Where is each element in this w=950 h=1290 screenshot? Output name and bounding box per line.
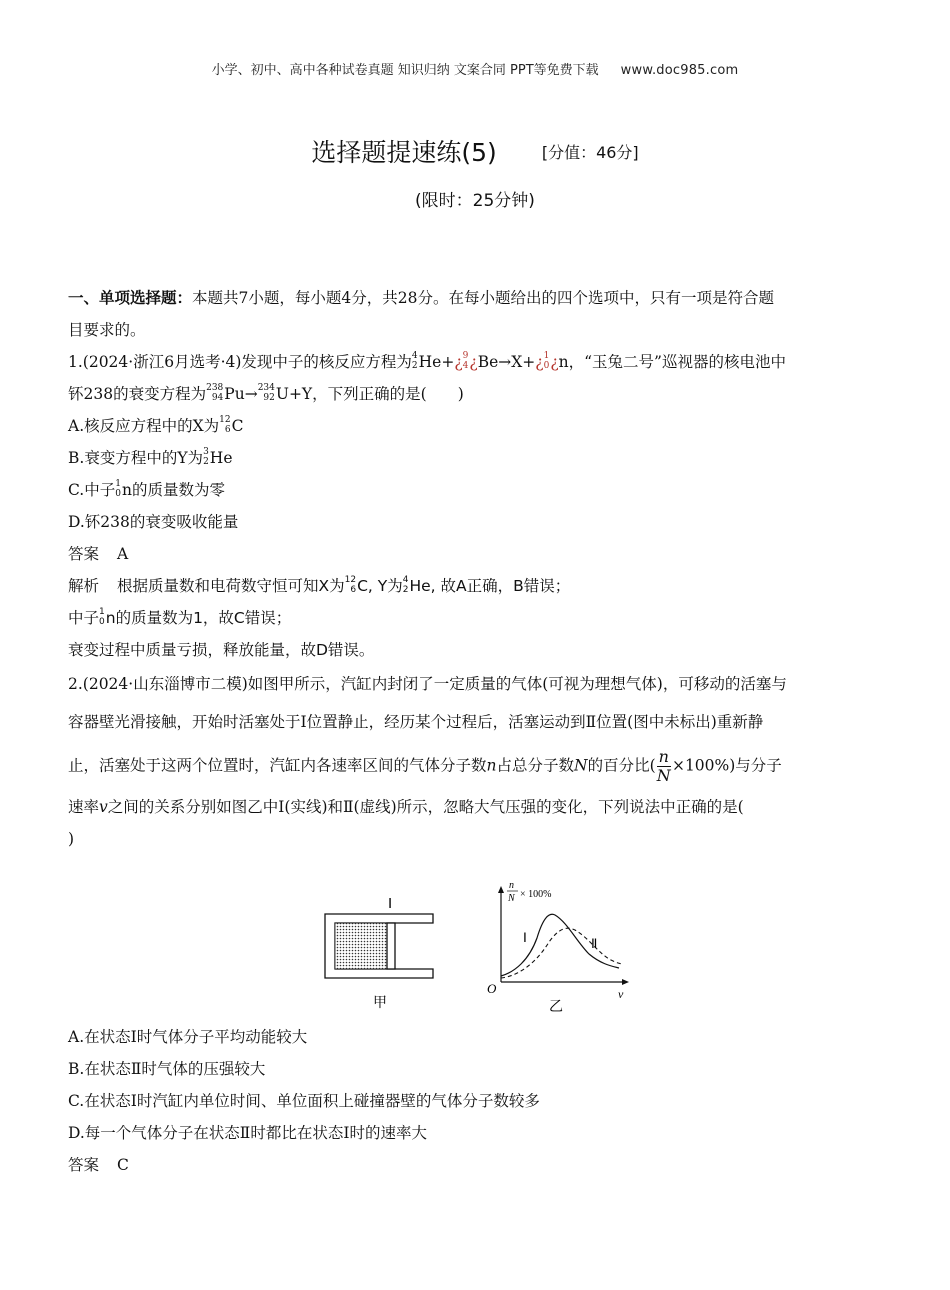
q1-stem-line-2 — [68, 378, 882, 410]
q2-stem-line-1: 2.(2024·山东淄博市二模)如图甲所示，汽缸内封闭了一定质量的气体(可视为理想气体)，可移动的活塞与 — [68, 675, 787, 693]
answer-value: C — [117, 1156, 129, 1174]
curve-I-solid — [501, 914, 619, 976]
page-header — [0, 59, 950, 78]
u-mass: 234 — [257, 383, 275, 393]
x-axis-arrow — [622, 979, 629, 985]
q1-answer — [68, 538, 882, 570]
q1-option-d[interactable]: D.钚238的衰变吸收能量 — [68, 513, 239, 531]
option-text: C.中子 — [68, 481, 116, 499]
answer-label: 答案 — [68, 1156, 100, 1174]
be-mass: 9 — [462, 351, 469, 361]
q1-line2-text: 钚238的衰变方程为 — [68, 385, 207, 403]
pu-mass: 238 — [206, 383, 224, 393]
q2-text: 占总分子数 — [496, 756, 575, 775]
option-text: A.核反应方程中的X为 — [68, 417, 220, 435]
header-text: 小学、初中、高中各种试卷真题 知识归纳 文案合同 PPT等免费下载 — [211, 63, 599, 78]
title-row — [0, 133, 950, 169]
q2-text: 速率 — [68, 798, 100, 816]
header-url[interactable]: www.doc985.com — [620, 63, 739, 78]
c-charge: 6 — [224, 425, 231, 435]
be-charge: 4 — [462, 361, 469, 371]
analysis-label: 解析 — [68, 577, 100, 595]
q2-text: ×100%)与分子 — [671, 756, 782, 775]
n-mass: 1 — [543, 351, 550, 361]
caption-yi: 乙 — [549, 999, 563, 1015]
var-v: v — [99, 798, 108, 816]
curve-label-I: Ⅰ — [523, 930, 527, 945]
option-text: B.衰变方程中的Y为 — [68, 449, 204, 467]
curve-label-II: Ⅱ — [591, 936, 598, 951]
c-symbol: C — [231, 417, 244, 435]
analysis-text: C, Y为 — [357, 577, 403, 595]
answer-label: 答案 — [68, 545, 100, 563]
q1-analysis-line-1 — [68, 570, 882, 602]
cylinder-diagram — [325, 897, 433, 1011]
y-label-N: N — [508, 893, 515, 904]
n1-mass: 1 — [115, 479, 121, 489]
he3-charge: 2 — [203, 457, 209, 467]
piston — [387, 923, 395, 969]
he3-mass: 3 — [203, 447, 209, 457]
q1-option-a[interactable] — [68, 410, 882, 442]
q2-stem-line-4 — [68, 791, 882, 823]
q1-prefix: 1.(2024·浙江6月选考·4)发现中子的核反应方程为 — [68, 353, 412, 371]
he4-mass: 4 — [402, 574, 409, 585]
q1-analysis-line-2 — [68, 602, 882, 634]
be-symbol: Be→X+ — [477, 353, 536, 371]
he-mass: 4 — [411, 351, 418, 361]
frac-denominator: N — [656, 766, 671, 785]
analysis-text: n的质量数为1，故C错误； — [105, 609, 292, 627]
q2-option-a[interactable]: A.在状态Ⅰ时气体分子平均动能较大 — [68, 1028, 308, 1046]
n1b-charge: 0 — [99, 616, 105, 627]
he3-iso — [203, 447, 209, 467]
analysis-text: 根据质量数和电荷数守恒可知X为 — [117, 577, 345, 595]
q2-option-b[interactable]: B.在状态Ⅱ时气体的压强较大 — [68, 1060, 266, 1078]
var-n: n — [486, 756, 497, 775]
q2-stem-line-3 — [68, 748, 882, 785]
section-line-1 — [68, 282, 882, 314]
y-axis-arrow — [498, 886, 504, 893]
pu-symbol: Pu→ — [224, 385, 258, 403]
garbled-glyph: ¿ — [469, 353, 478, 371]
u-iso — [258, 383, 275, 403]
distribution-graph — [487, 880, 629, 1015]
pu-iso — [206, 383, 223, 403]
q2-text: 之间的关系分别如图乙中Ⅰ(实线)和Ⅱ(虚线)所示，忽略大气压强的变化，下列说法中正确的是( — [107, 798, 744, 816]
y-label-rest: × 100% — [520, 889, 552, 900]
n-iso — [544, 351, 550, 371]
c12-mass: 12 — [344, 574, 357, 585]
q2-option-d[interactable]: D.每一个气体分子在状态Ⅱ时都比在状态Ⅰ时的速率大 — [68, 1124, 427, 1142]
c-iso — [219, 415, 230, 435]
q1-option-b[interactable] — [68, 442, 882, 474]
he4-charge: 2 — [402, 584, 409, 595]
q2-figure — [315, 880, 645, 1020]
c-mass: 12 — [219, 415, 231, 425]
answer-value: A — [117, 545, 129, 563]
section-text: 本题共7小题，每小题4分，共28分。在每小题给出的四个选项中，只有一项是符合题 — [192, 289, 774, 307]
q2-answer — [68, 1149, 882, 1181]
curve-II-dashed — [501, 928, 623, 978]
pu-charge: 94 — [211, 393, 224, 403]
x-label-v: v — [618, 987, 624, 1001]
c12-charge: 6 — [350, 584, 357, 595]
q2-text: 的百分比( — [587, 756, 656, 775]
caption-jia: 甲 — [373, 995, 387, 1011]
garbled-glyph: ¿ — [454, 353, 463, 371]
q1-analysis-line-3: 衰变过程中质量亏损，释放能量，故D错误。 — [68, 641, 375, 659]
n1-iso — [115, 479, 121, 499]
garbled-glyph: ¿ — [535, 353, 544, 371]
n1-charge: 0 — [115, 489, 121, 499]
he-symbol: He+ — [418, 353, 455, 371]
he3-symbol: He — [209, 449, 233, 467]
he4-iso — [403, 575, 409, 595]
u-charge: 92 — [263, 393, 275, 403]
analysis-text: He, 故A正确，B错误； — [409, 577, 571, 595]
q2-text: 止，活塞处于这两个位置时，汽缸内各速率区间的气体分子数 — [68, 756, 487, 775]
n1b-mass: 1 — [99, 606, 105, 617]
n-charge: 0 — [543, 361, 550, 371]
analysis-text: 中子 — [68, 609, 100, 627]
he-charge: 2 — [411, 361, 418, 371]
piston-label-I: Ⅰ — [388, 897, 393, 912]
garbled-glyph: ¿ — [550, 353, 559, 371]
n1b-iso — [99, 607, 105, 627]
u-symbol: U+Y，下列正确的是( ) — [275, 385, 464, 403]
option-text-tail: n的质量数为零 — [121, 481, 225, 499]
c12-iso — [345, 575, 356, 595]
be-iso — [463, 351, 469, 371]
origin-label: O — [487, 981, 497, 996]
fraction-n-over-N — [657, 748, 671, 785]
page-title: 选择题提速练(5) — [311, 138, 497, 167]
y-label-n: n — [509, 880, 514, 891]
gas-region — [335, 923, 387, 969]
q1-option-c[interactable] — [68, 474, 882, 506]
score-label: [分值：46分] — [541, 142, 639, 162]
section-line-2: 目要求的。 — [68, 321, 146, 339]
var-N: N — [574, 756, 588, 775]
q1-stem-tail: n，“玉兔二号”巡视器的核电池中 — [558, 353, 786, 371]
content — [68, 282, 882, 855]
time-limit: (限时：25分钟) — [415, 191, 535, 211]
q2-stem-line-2: 容器壁光滑接触，开始时活塞处于Ⅰ位置静止，经历某个过程后，活塞运动到Ⅱ位置(图中未标出)重新静 — [68, 713, 764, 731]
section-heading: 一、单项选择题： — [68, 289, 193, 307]
q1-stem-line-1 — [68, 346, 882, 378]
q2-option-c[interactable]: C.在状态Ⅰ时汽缸内单位时间、单位面积上碰撞器壁的气体分子数较多 — [68, 1092, 540, 1110]
q2-stem-line-5: ) — [68, 830, 75, 848]
frac-numerator: n — [658, 747, 669, 766]
he-iso — [412, 351, 418, 371]
q2-options — [68, 1021, 882, 1181]
